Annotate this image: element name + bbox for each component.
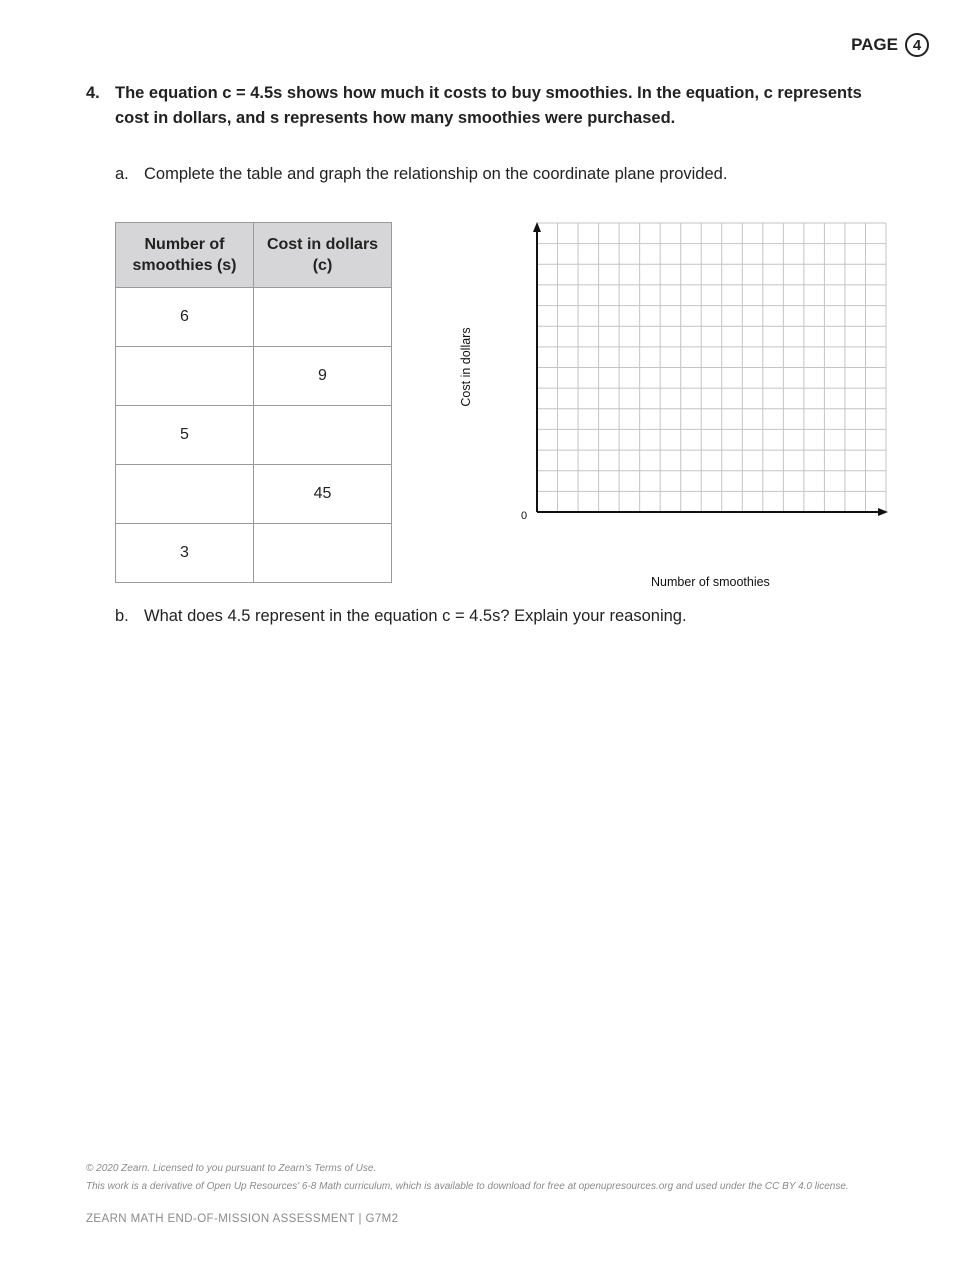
cell-smoothies-1[interactable]: 6 [116, 288, 254, 347]
part-a-letter: a. [115, 165, 129, 183]
x-axis-label: Number of smoothies [651, 575, 770, 589]
header-smoothies: Number of smoothies (s) [116, 223, 254, 288]
cell-cost-4[interactable]: 45 [254, 465, 392, 524]
grid-lines [537, 223, 886, 512]
question-number: 4. [86, 84, 100, 102]
y-axis-label: Cost in dollars [459, 327, 473, 407]
part-a-text: Complete the table and graph the relationship on the coordinate plane provided. [144, 165, 728, 183]
footer-assessment: ZEARN MATH END-OF-MISSION ASSESSMENT | G7M2 [86, 1213, 399, 1225]
page-number-badge: 4 [905, 33, 929, 57]
part-b-letter: b. [115, 607, 129, 625]
cell-cost-2[interactable]: 9 [254, 347, 392, 406]
question-text: The equation c = 4.5s shows how much it costs to buy smoothies. In the equation, c represents cost in dollars, and s represents how many smoothies were purchased. [115, 84, 862, 127]
page-label-text: PAGE [851, 35, 898, 54]
header-cost: Cost in dollars (c) [254, 223, 392, 288]
footer-license: This work is a derivative of Open Up Resources' 6-8 Math curriculum, which is available to download for free at openupresources.org and used under the CC BY 4.0 license. [86, 1181, 849, 1192]
origin-label: 0 [521, 510, 528, 522]
cell-smoothies-3[interactable]: 5 [116, 406, 254, 465]
part-b [115, 604, 687, 628]
cell-smoothies-5[interactable]: 3 [116, 524, 254, 583]
footer-copyright: © 2020 Zearn. Licensed to you pursuant to Zearn's Terms of Use. [86, 1163, 377, 1174]
part-b-text: What does 4.5 represent in the equation c = 4.5s? Explain your reasoning. [144, 607, 687, 625]
coordinate-plane[interactable] [0, 0, 979, 600]
